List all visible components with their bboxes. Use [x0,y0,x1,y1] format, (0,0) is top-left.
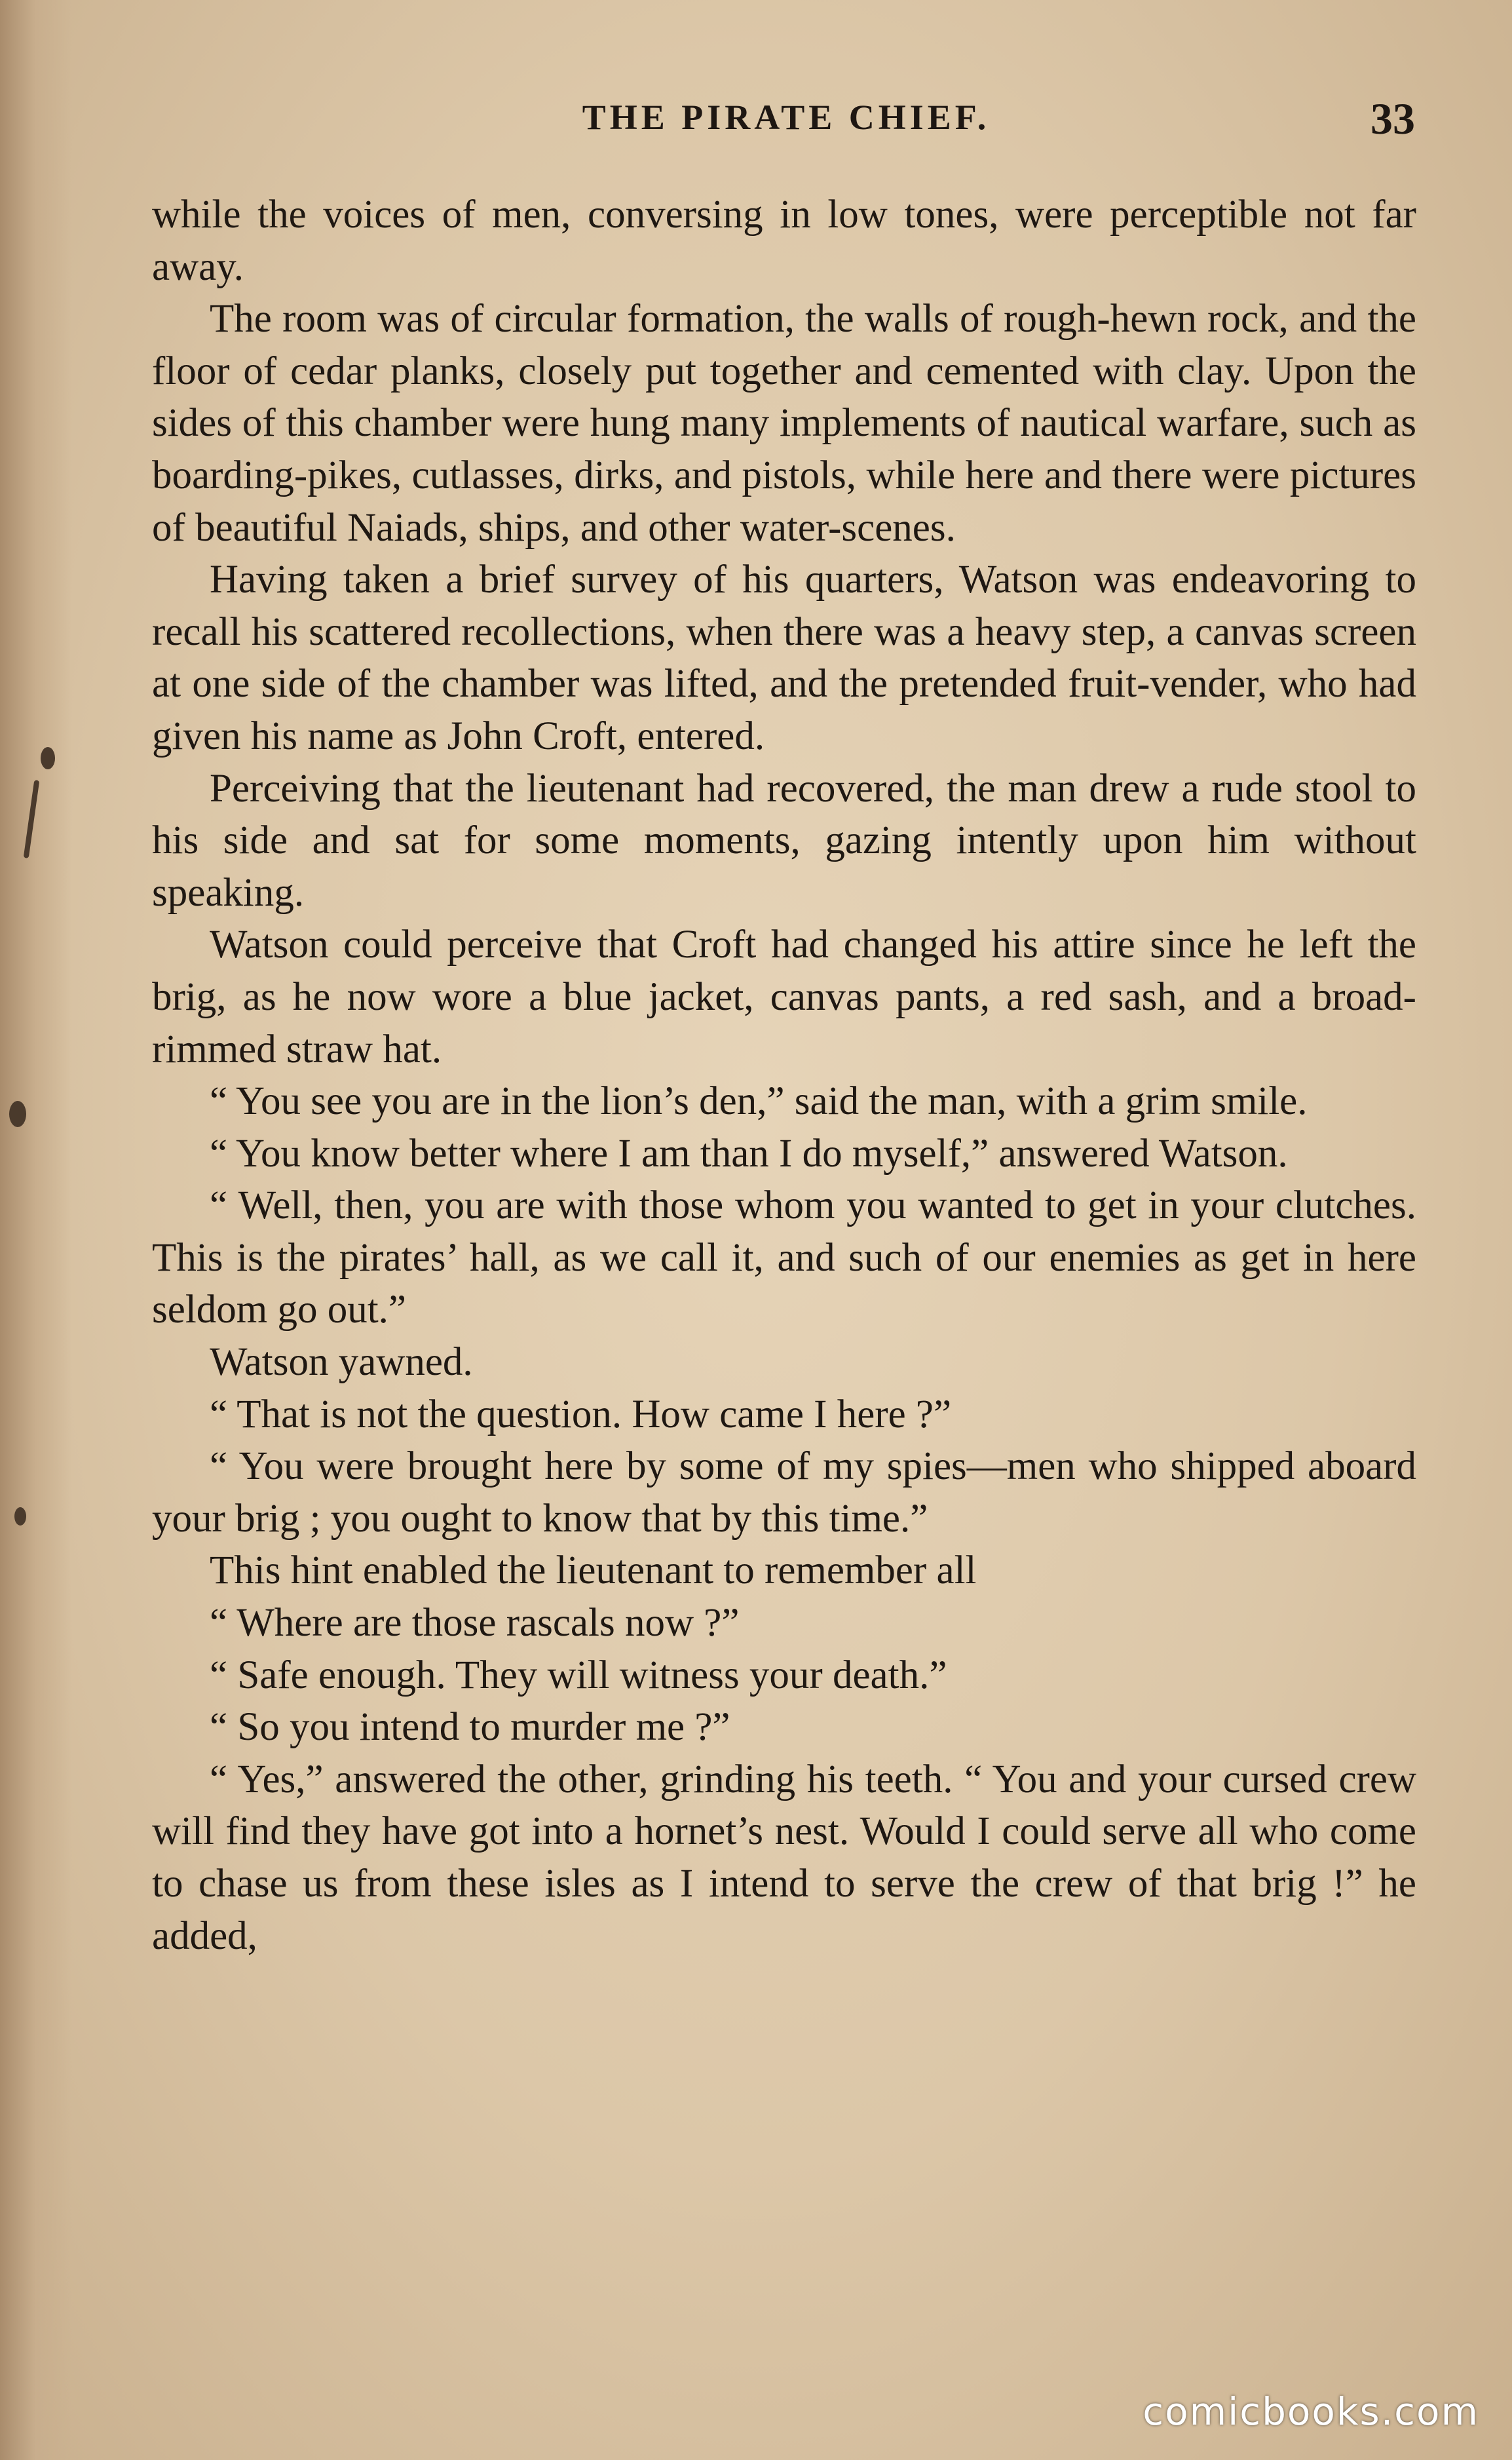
paragraph: Watson yawned. [210,1340,473,1385]
paragraph: Having taken a brief survey of his quarters, Watson was endeavoring to recall his scattered recollections, when there was a heavy step, a canvas screen at one side of the chamber was lifted, and the pretended fruit-vender, who had given his name as John Croft, entered. [152,558,1416,758]
paragraph: “ You know better where I am than I do myself,” answered Watson. [210,1131,1288,1176]
binding-mark [41,747,55,769]
paragraph: while the voices of men, conversing in low tones, were perceptible not far away. [152,193,1416,289]
paragraph: “ Well, then, you are with those whom you wanted to get in your clutches. This is the pirates’ hall, as we call it, and such of our enemies as get in here seldom go out.” [152,1183,1416,1332]
page-edge-shadow [0,0,72,2460]
page-number: 33 [1370,94,1415,144]
watermark: comicbooks.com [1143,2389,1479,2434]
paragraph: “ Yes,” answered the other, grinding his teeth. “ You and your cursed crew will find they have got into a hornet’s nest. Would I could serve all who come to chase us from these isles as I intend to serve the crew of that brig !” he added, [152,1757,1416,1958]
paragraph: This hint enabled the lieutenant to remember all [210,1548,977,1593]
paragraph: Perceiving that the lieutenant had recovered, the man drew a rude stool to his side and sat for some moments, gazing intently upon him without speaking. [152,766,1416,915]
paragraph: “ You were brought here by some of my spies—men who shipped aboard your brig ; you ought to know that by this time.” [152,1444,1416,1541]
page-header [157,94,1415,156]
paragraph: “ So you intend to murder me ?” [210,1705,730,1750]
body-text [152,189,1416,1962]
binding-mark [14,1507,26,1526]
paragraph: The room was of circular formation, the walls of rough-hewn rock, and the floor of cedar planks, closely put together and cemented with clay. Upon the sides of this chamber were hung many implements of nautical warfare, such as boarding-pikes, cutlasses, dirks, and pistols, while here and there were pictures of beautiful Naiads, ships, and other water-scenes. [152,297,1416,550]
paragraph: “ Where are those rascals now ?” [210,1601,740,1645]
running-head: THE PIRATE CHIEF. [582,98,991,137]
paragraph: “ Safe enough. They will witness your death.” [210,1653,947,1697]
paragraph: Watson could perceive that Croft had changed his attire since he left the brig, as he now wore a blue jacket, canvas pants, a red sash, and a broad-rimmed straw hat. [152,923,1416,1071]
paragraph: “ You see you are in the lion’s den,” said the man, with a grim smile. [210,1079,1308,1124]
binding-mark [9,1101,26,1127]
paragraph: “ That is not the question. How came I here ?” [210,1392,952,1436]
